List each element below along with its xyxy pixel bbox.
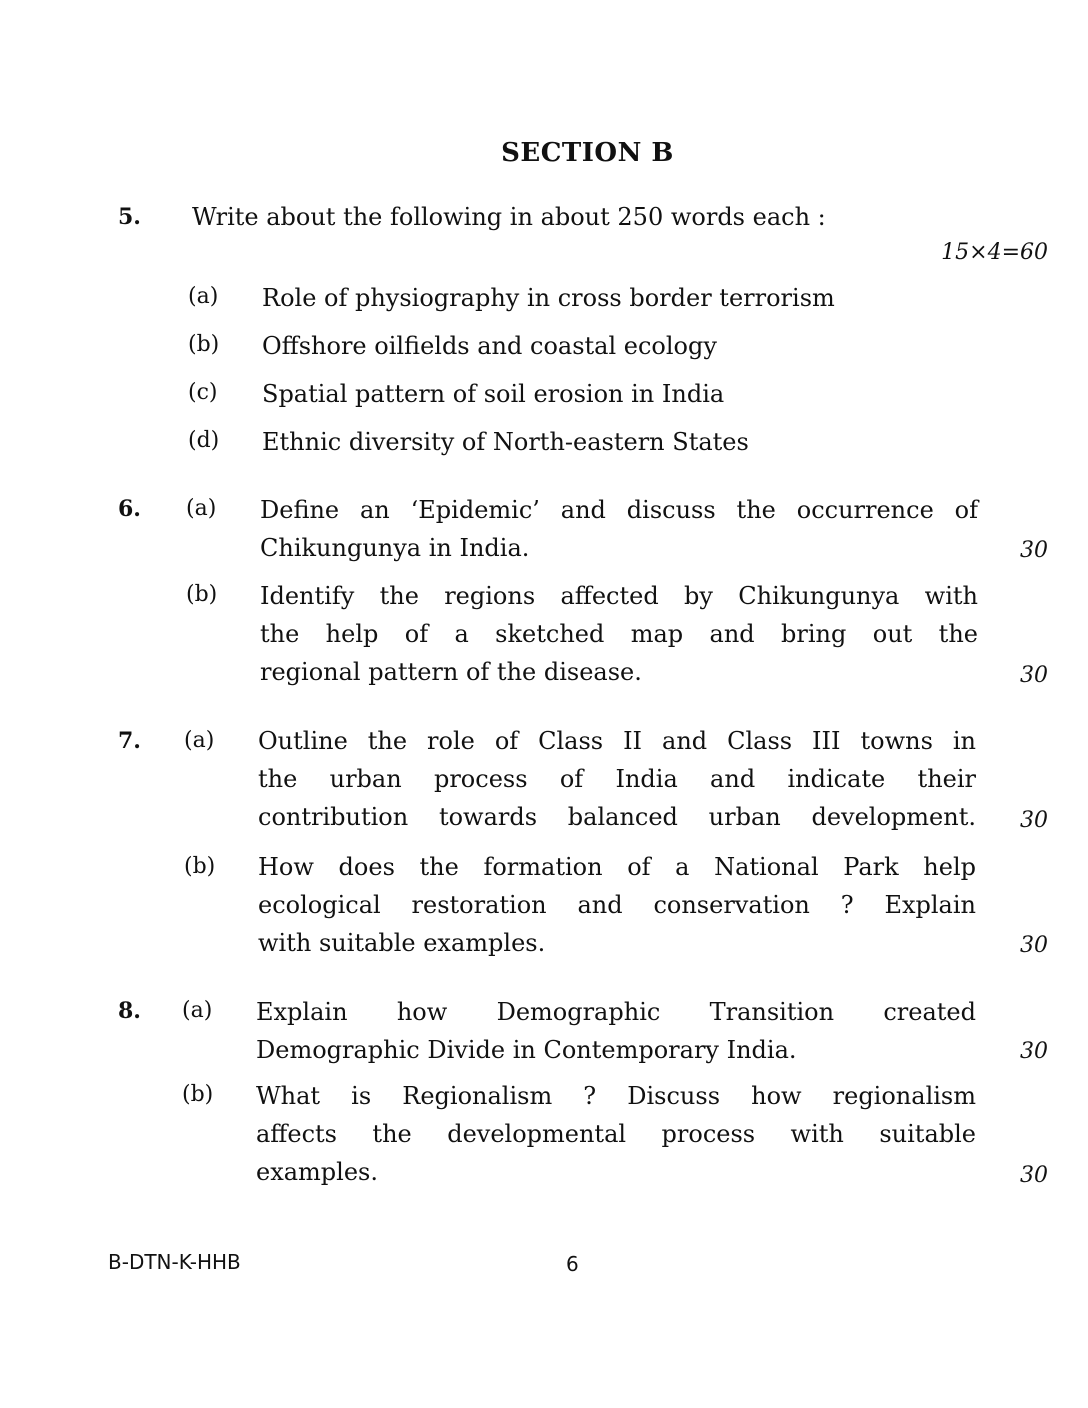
- part-text: Explain how Demographic Transition created: [256, 998, 976, 1026]
- part-text: Chikungunya in India.: [260, 534, 530, 562]
- part-text: affects the developmental process with suitable: [256, 1120, 976, 1148]
- part-text: Demographic Divide in Contemporary India.: [256, 1036, 797, 1064]
- part-label: (a): [184, 728, 215, 753]
- question-marks: 30: [1020, 538, 1048, 563]
- part-text: Ethnic diversity of North-eastern States: [262, 428, 749, 456]
- part-text: What is Regionalism ? Discuss how regionalism: [256, 1082, 976, 1110]
- part-text: examples.: [256, 1158, 378, 1186]
- part-label: (a): [182, 998, 213, 1023]
- question-number: 7.: [118, 728, 141, 754]
- part-text: with suitable examples.: [258, 929, 546, 957]
- part-label: (a): [186, 496, 217, 521]
- question-marks: 30: [1020, 808, 1048, 833]
- part-text: the urban process of India and indicate their: [258, 765, 976, 793]
- part-label: (b): [182, 1082, 214, 1107]
- part-text: Role of physiography in cross border terrorism: [262, 284, 835, 312]
- part-text: Define an ‘Epidemic’ and discuss the occurrence of: [260, 496, 978, 524]
- part-label: (d): [188, 428, 220, 453]
- part-text: contribution towards balanced urban development.: [258, 803, 976, 831]
- question-marks: 30: [1020, 1039, 1048, 1064]
- page-number: 6: [566, 1252, 579, 1276]
- question-number: 6.: [118, 496, 141, 522]
- part-text: Outline the role of Class II and Class III towns in: [258, 727, 976, 755]
- part-label: (c): [188, 380, 218, 405]
- footer-code: B-DTN-K-HHB: [108, 1250, 241, 1274]
- question-number: 8.: [118, 998, 141, 1024]
- question-marks: 15×4=60: [941, 240, 1048, 265]
- part-text: Offshore oilfields and coastal ecology: [262, 332, 717, 360]
- question-intro: Write about the following in about 250 words each :: [192, 203, 826, 231]
- question-marks: 30: [1020, 663, 1048, 688]
- part-text: ecological restoration and conservation ? Explain: [258, 891, 976, 919]
- part-label: (b): [184, 854, 216, 879]
- part-text: regional pattern of the disease.: [260, 658, 642, 686]
- part-text: Identify the regions affected by Chikungunya with: [260, 582, 978, 610]
- part-text: How does the formation of a National Park help: [258, 853, 976, 881]
- part-text: the help of a sketched map and bring out the: [260, 620, 978, 648]
- part-label: (a): [188, 284, 219, 309]
- question-marks: 30: [1020, 933, 1048, 958]
- question-marks: 30: [1020, 1163, 1048, 1188]
- section-title: SECTION B: [501, 138, 674, 168]
- question-number: 5.: [118, 204, 141, 230]
- part-label: (b): [188, 332, 220, 357]
- part-text: Spatial pattern of soil erosion in India: [262, 380, 725, 408]
- part-label: (b): [186, 582, 218, 607]
